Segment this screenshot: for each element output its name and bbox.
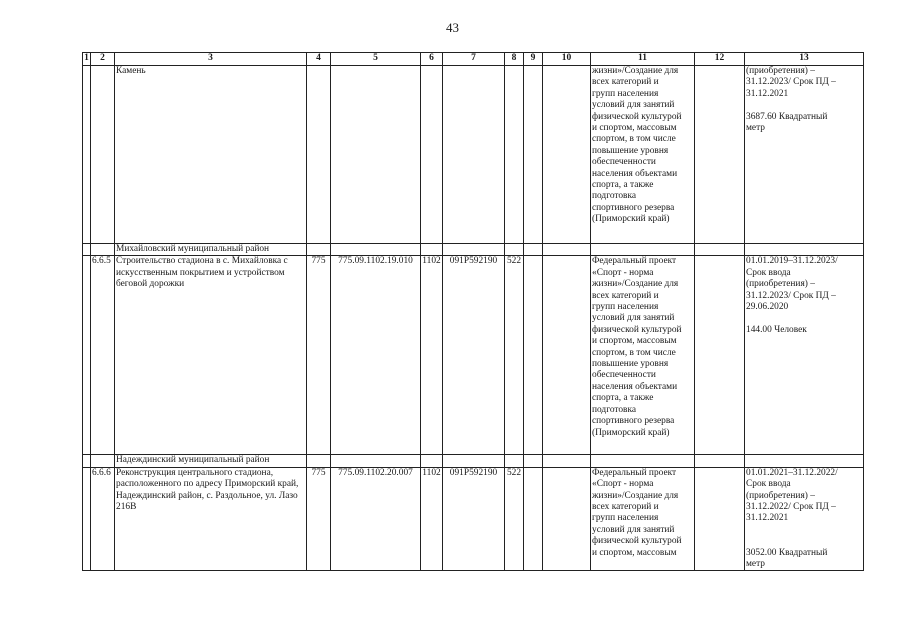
cell-c8 — [505, 66, 524, 244]
table-row — [83, 66, 864, 244]
column-header: 1 — [83, 53, 91, 66]
column-header: 7 — [443, 53, 505, 66]
cell-c8: 522 — [505, 256, 524, 455]
table-row — [83, 256, 864, 455]
cell-c4 — [307, 66, 331, 244]
column-header: 5 — [331, 53, 421, 66]
table-header-row — [83, 53, 864, 66]
cell-c4: 775 — [307, 256, 331, 455]
object-name: Строительство стадиона в с. Михайловка с искусственным покрытием и устройством беговой дорожки — [115, 256, 307, 455]
column-header: 4 — [307, 53, 331, 66]
cell-c6 — [421, 66, 443, 244]
column-header: 3 — [115, 53, 307, 66]
column-header: 6 — [421, 53, 443, 66]
cell-c11: Федеральный проект «Спорт - норма жизни»/Создание для всех категорий и групп населения условий для занятий физической культурой и спортом, массовым — [591, 467, 695, 571]
section-row — [83, 244, 864, 256]
object-name: Камень — [115, 66, 307, 244]
section-title: Михайловский муниципальный район — [115, 244, 307, 256]
column-header: 12 — [695, 53, 745, 66]
cell-c5: 775.09.1102.19.010 — [331, 256, 421, 455]
budget-table — [82, 52, 864, 571]
page-number: 43 — [446, 20, 459, 35]
table-row — [83, 467, 864, 571]
column-header: 9 — [524, 53, 543, 66]
cell-c11: Федеральный проект «Спорт - норма жизни»/Создание для всех категорий и групп населения условий для занятий физической культурой и спортом, массовым спортом, в том числе повышение уровня обеспеченности населения объектами спорта, а также подготовка спортивного резерва (Приморский край) — [591, 256, 695, 455]
row-number: 6.6.6 — [91, 467, 115, 571]
object-name: Реконструкция центрального стадиона, расположенного по адресу Приморский край, Надеждинский район, с. Раздольное, ул. Лазо 216В — [115, 467, 307, 571]
column-header: 2 — [91, 53, 115, 66]
cell-c13: 01.01.2021–31.12.2022/ Срок ввода (приобретения) – 31.12.2022/ Срок ПД – 31.12.2021 3052.00 Квадратный метр — [745, 467, 864, 571]
cell-c13: (приобретения) – 31.12.2023/ Срок ПД – 31.12.2021 3687.60 Квадратный метр — [745, 66, 864, 244]
cell-c5 — [331, 66, 421, 244]
cell-c13: 01.01.2019–31.12.2023/ Срок ввода (приобретения) – 31.12.2023/ Срок ПД – 29.06.2020 144.00 Человек — [745, 256, 864, 455]
cell-c7: 091P592190 — [443, 256, 505, 455]
cell-c11: жизни»/Создание для всех категорий и групп населения условий для занятий физической культурой и спортом, массовым спортом, в том числе повышение уровня обеспеченности населения объектами спорта, а также подготовка спортивного резерва (Приморский край) — [591, 66, 695, 244]
cell-c7 — [443, 66, 505, 244]
row-number — [91, 66, 115, 244]
column-header: 11 — [591, 53, 695, 66]
cell-c7: 091P592190 — [443, 467, 505, 571]
cell-c6: 1102 — [421, 467, 443, 571]
column-header: 10 — [543, 53, 591, 66]
section-row — [83, 455, 864, 467]
cell-c5: 775.09.1102.20.007 — [331, 467, 421, 571]
row-number: 6.6.5 — [91, 256, 115, 455]
cell-c6: 1102 — [421, 256, 443, 455]
column-header: 13 — [745, 53, 864, 66]
cell-c4: 775 — [307, 467, 331, 571]
section-title: Надеждинский муниципальный район — [115, 455, 307, 467]
column-header: 8 — [505, 53, 524, 66]
cell-c8: 522 — [505, 467, 524, 571]
